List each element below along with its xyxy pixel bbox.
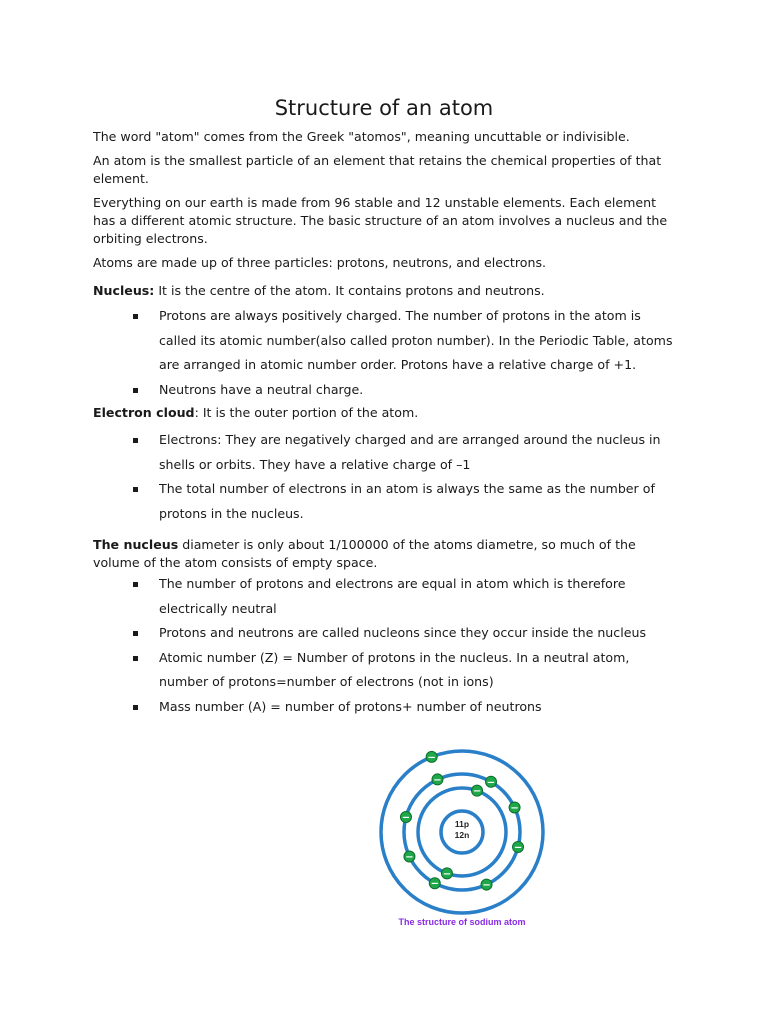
svg-text:−: − [405,852,414,864]
page-title: Structure of an atom [274,96,494,120]
electron-icon [472,785,483,797]
nucleus-protons-label: 11p [454,819,470,829]
svg-text:−: − [401,812,411,824]
electron-icon [486,776,497,788]
bullet-square-icon [133,656,138,661]
electron-cloud-term: Electron cloud [93,405,195,420]
nucleus-bullet-list [93,304,679,402]
electron-icon [513,842,524,854]
intro-paragraph-4: Atoms are made up of three particles: protons, neutrons, and electrons. [93,255,547,270]
document-body [93,128,679,719]
bullet-square-icon [133,438,138,443]
list-item [93,304,679,378]
nucleus-size-paragraph [93,536,679,572]
electron-icon [509,802,520,814]
list-item-text: Mass number (A) = number of protons+ number of neutrons [159,698,542,714]
svg-text:−: − [513,842,523,854]
diagram-caption: The structure of sodium atom [398,917,526,927]
svg-text:−: − [472,786,482,798]
bullet-square-icon [133,388,138,393]
svg-text:−: − [430,878,439,890]
svg-text:−: − [486,777,496,789]
list-item-text: The number of protons and electrons are equal in atom which is therefore electrically neutral [159,576,626,616]
bullet-square-icon [133,705,138,710]
bullet-square-icon [133,582,138,587]
list-item [93,572,679,621]
list-item [93,477,679,526]
list-item-text: Neutrons have a neutral charge. [159,381,364,397]
electron-icon [441,868,452,880]
list-item [93,378,679,403]
electron-icon [404,851,415,863]
bullet-square-icon [133,631,138,636]
bullet-square-icon [133,487,138,492]
nucleus-size-bullet-list [93,572,679,719]
electron-icon [481,879,492,891]
sodium-atom-diagram [378,745,554,940]
list-item-text: The total number of electrons in an atom is always the same as the number of protons in the nucleus. [159,481,655,521]
list-item [93,621,679,646]
nucleus-heading [93,282,679,300]
electron-cloud-bullet-list [93,428,679,526]
list-item-text: Electrons: They are negatively charged and are arranged around the nucleus in shells or orbits. They have a relative charge of –1 [159,432,661,472]
svg-text:−: − [510,802,519,814]
list-item-text: Atomic number (Z) = Number of protons in the nucleus. In a neutral atom, number of protons=number of electrons (not in ions) [159,649,630,689]
intro-paragraph-2: An atom is the smallest particle of an element that retains the chemical properties of that element. [93,153,662,186]
list-item [93,695,679,720]
electron-icon [429,878,440,890]
list-item-text: Protons are always positively charged. The number of protons in the atom is called its atomic number(also called proton number). In the Periodic Table, atoms are arranged in atomic number order. Protons have a relative charge of +1. [159,308,673,372]
intro-paragraph-1: The word "atom" comes from the Greek "atomos", meaning uncuttable or indivisible. [93,129,630,144]
nucleus-definition: It is the centre of the atom. It contains protons and neutrons. [154,283,545,298]
list-item [93,646,679,695]
bullet-square-icon [133,314,138,319]
electron-cloud-definition: : It is the outer portion of the atom. [194,405,419,420]
svg-text:−: − [442,868,452,880]
list-item-text: Protons and neutrons are called nucleons since they occur inside the nucleus [159,625,646,640]
spacer [93,526,679,536]
svg-text:−: − [482,880,491,892]
electron-icon [426,751,437,763]
intro-paragraph-3: Everything on our earth is made from 96 stable and 12 unstable elements. Each element has a different atomic structure. The basic structure of an atom involves a nucleus and the orbiting electrons. [93,195,668,246]
svg-text:−: − [433,774,442,786]
electron-icon [432,774,443,786]
nucleus-term: Nucleus: [93,283,155,298]
electron-cloud-heading [93,404,679,422]
svg-text:−: − [427,752,436,764]
list-item [93,428,679,477]
electron-icon [400,811,411,823]
nucleus-size-text: diameter is only about 1/100000 of the atoms diametre, so much of the volume of the atom consists of empty space. [93,537,636,570]
nucleus-size-term: The nucleus [93,537,179,552]
nucleus-neutrons-label: 12n [454,830,470,840]
